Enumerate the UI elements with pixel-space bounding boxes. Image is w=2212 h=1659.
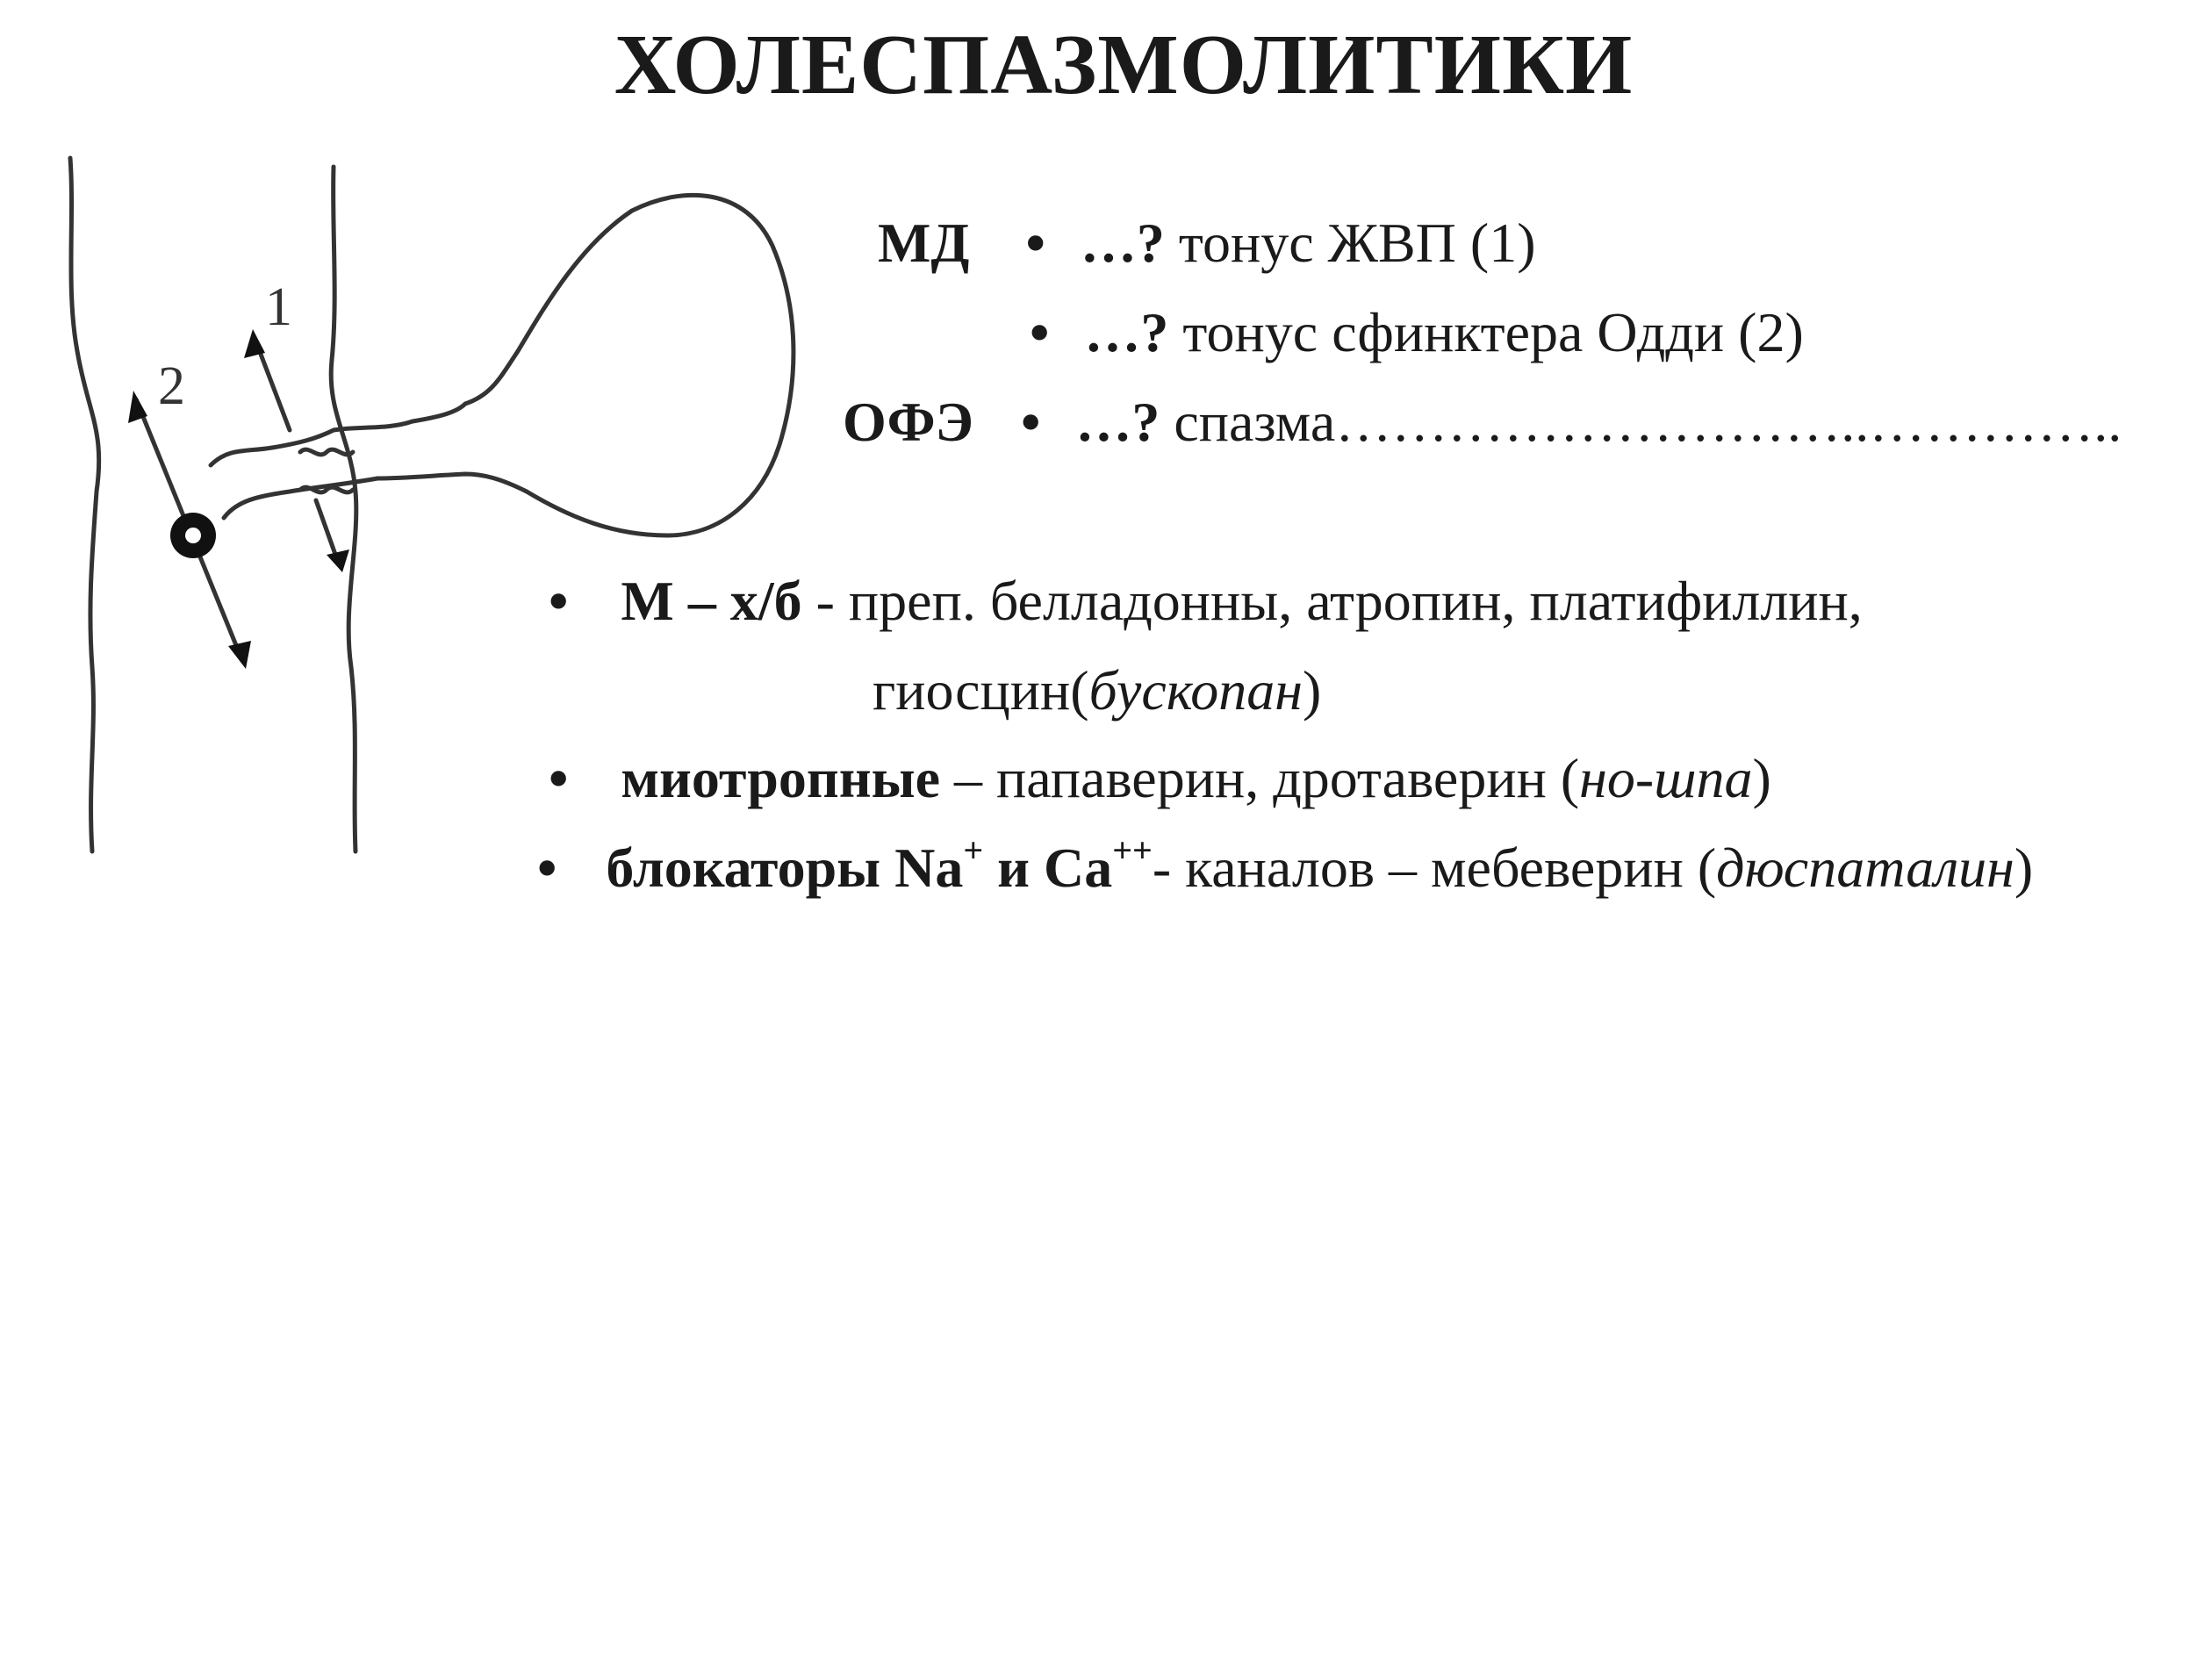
- group-bold: миотропные: [621, 747, 940, 809]
- group-bold-b: и Ca: [983, 837, 1113, 899]
- slide-title: ХОЛЕСПАЗМОЛИТИКИ: [614, 18, 1634, 112]
- md-item1-text: тонус ЖВП (1): [1164, 212, 1536, 274]
- group-text: - каналов – мебеверин (: [1152, 837, 1717, 899]
- md-label: МД: [878, 212, 970, 274]
- diagram-label-2: 2: [158, 356, 185, 416]
- duodenum-left-wall: [70, 158, 99, 851]
- diagram-label-1: 1: [265, 277, 292, 337]
- duodenum-right-wall: [331, 167, 356, 851]
- bile-duct-upper: [211, 195, 794, 535]
- md-item2-prefix: …?: [1084, 301, 1169, 363]
- group-myotropic: [549, 746, 1771, 811]
- md-item1-prefix: …?: [1080, 212, 1165, 274]
- group-italic: дюспаталин: [1716, 837, 2014, 899]
- wave-mark-upper: [300, 449, 353, 455]
- bullet: •: [1030, 301, 1050, 363]
- bullet: •: [549, 570, 569, 632]
- group-mcholinoblockers: [549, 569, 1863, 634]
- arrow-1-down: [316, 500, 338, 562]
- bullet: •: [537, 837, 557, 899]
- group-italic: но-шпа: [1579, 747, 1753, 809]
- group-end: ): [1752, 747, 1771, 809]
- group-sup-a: +: [963, 830, 984, 870]
- group-channel-blockers: [537, 830, 2034, 901]
- group-sup-b: ++: [1112, 830, 1153, 870]
- group-text: – папаверин, дротаверин (: [939, 747, 1580, 809]
- arrow-1-down-head: [327, 549, 349, 572]
- bullet: •: [1025, 212, 1045, 274]
- group-end: ): [2014, 837, 2034, 899]
- group-bold: М – х/б: [621, 570, 802, 632]
- group-mcholinoblockers-cont: [873, 658, 1321, 723]
- ofe-item1-prefix: …?: [1075, 391, 1160, 453]
- wave-mark-lower: [300, 487, 353, 492]
- bullet: •: [549, 747, 569, 809]
- ofe-label: ОФЭ: [843, 391, 973, 453]
- group-cont-text: гиосцин(: [873, 659, 1089, 722]
- bullet: •: [1020, 391, 1041, 453]
- group-cont-end: ): [1302, 659, 1322, 722]
- md-line-1: [878, 211, 1536, 276]
- arrow-2-down-head: [228, 641, 251, 669]
- group-bold-a: блокаторы Na: [606, 837, 964, 899]
- group-text: - преп. белладонны, атропин, платифиллин,: [801, 570, 1863, 632]
- ofe-line: [843, 390, 2122, 455]
- ofe-item1-text: спазма………………………..…………..: [1160, 391, 2122, 453]
- md-line-2: [1030, 300, 1804, 365]
- md-item2-text: тонус сфинктера Одди (2): [1168, 301, 1804, 363]
- group-cont-italic: бускопан: [1088, 659, 1303, 722]
